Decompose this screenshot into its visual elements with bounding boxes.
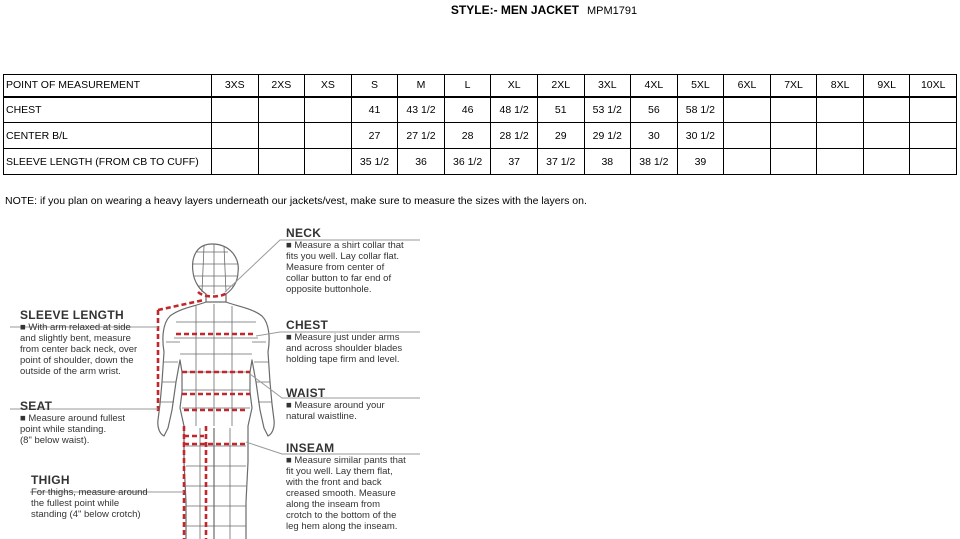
header-size-7xl: 7XL — [770, 75, 817, 97]
size-cell-3xl: 38 — [584, 149, 631, 175]
size-cell-6xl — [724, 149, 771, 175]
header-size-s: S — [351, 75, 398, 97]
size-cell-l: 36 1/2 — [444, 149, 491, 175]
header-size-6xl: 6XL — [724, 75, 771, 97]
size-cell-3xl: 53 1/2 — [584, 97, 631, 123]
header-size-2xs: 2XS — [258, 75, 305, 97]
header-size-3xl: 3XL — [584, 75, 631, 97]
size-cell-3xl: 29 1/2 — [584, 123, 631, 149]
size-cell-2xl: 29 — [537, 123, 584, 149]
row-label: CHEST — [4, 97, 212, 123]
sleeve-length-instructions: ■ With arm relaxed at side and slightly bent, measure from center back neck, over point of shoulder, down the outside of the arm wrist. — [20, 322, 138, 377]
size-cell-4xl: 30 — [631, 123, 678, 149]
size-cell-l: 46 — [444, 97, 491, 123]
style-label: STYLE:- MEN JACKET — [450, 3, 579, 17]
header-size-xs: XS — [305, 75, 352, 97]
header-size-m: M — [398, 75, 445, 97]
header-size-2xl: 2XL — [537, 75, 584, 97]
size-cell-2xs — [258, 149, 305, 175]
waist-guide — [286, 386, 385, 422]
chest-heading: CHEST — [286, 318, 329, 332]
size-cell-m: 43 1/2 — [398, 97, 445, 123]
size-cell-m: 36 — [398, 149, 445, 175]
document-title — [0, 3, 960, 17]
inseam-heading: INSEAM — [286, 441, 335, 455]
neck-heading: NECK — [286, 226, 322, 240]
size-cell-10xl — [910, 123, 957, 149]
measurement-guide — [0, 222, 430, 539]
size-cell-2xl: 51 — [537, 97, 584, 123]
header-size-4xl: 4XL — [631, 75, 678, 97]
style-code: MPM1791 — [586, 5, 638, 17]
sleeve-length-heading: SLEEVE LENGTH — [20, 308, 124, 322]
neck-guide — [286, 226, 404, 295]
size-cell-4xl: 56 — [631, 97, 678, 123]
size-cell-9xl — [863, 149, 910, 175]
size-cell-2xs — [258, 97, 305, 123]
size-cell-5xl: 58 1/2 — [677, 97, 724, 123]
thigh-heading: THIGH — [31, 473, 70, 487]
header-size-8xl: 8XL — [817, 75, 864, 97]
size-cell-5xl: 39 — [677, 149, 724, 175]
layering-note: NOTE: if you plan on wearing a heavy layers underneath our jackets/vest, make sure to measure the sizes with the layers on. — [5, 195, 587, 207]
seat-instructions: ■ Measure around fullest point while standing. (8" below waist). — [20, 413, 126, 446]
waist-instructions: ■ Measure around your natural waistline. — [286, 400, 385, 422]
table-row — [4, 97, 957, 123]
size-cell-8xl — [817, 97, 864, 123]
size-cell-s: 41 — [351, 97, 398, 123]
size-cell-6xl — [724, 97, 771, 123]
size-cell-9xl — [863, 97, 910, 123]
size-cell-2xs — [258, 123, 305, 149]
sleeve-length-guide — [20, 308, 137, 377]
row-label: SLEEVE LENGTH (FROM CB TO CUFF) — [4, 149, 212, 175]
seat-guide — [20, 399, 125, 446]
seat-heading: SEAT — [20, 399, 53, 413]
header-size-5xl: 5XL — [677, 75, 724, 97]
size-cell-8xl — [817, 123, 864, 149]
size-cell-s: 35 1/2 — [351, 149, 398, 175]
neck-instructions: ■ Measure a shirt collar that fits you well. Lay collar flat. Measure from center of collar button to far end of opposite buttonhole. — [286, 240, 404, 295]
size-cell-7xl — [770, 123, 817, 149]
header-size-9xl: 9XL — [863, 75, 910, 97]
size-cell-xs — [305, 123, 352, 149]
header-size-10xl: 10XL — [910, 75, 957, 97]
waist-heading: WAIST — [286, 386, 326, 400]
inseam-instructions: ■ Measure similar pants that fit you well. Lay them flat, with the front and back creased smooth. Measure along the inseam from crotch to the bottom of the leg hem along the inseam. — [286, 455, 406, 532]
size-cell-xs — [305, 97, 352, 123]
size-cell-5xl: 30 1/2 — [677, 123, 724, 149]
table-row — [4, 123, 957, 149]
size-cell-8xl — [817, 149, 864, 175]
header-point-of-measurement: POINT OF MEASUREMENT — [4, 75, 212, 97]
thigh-guide — [31, 473, 148, 520]
size-cell-7xl — [770, 97, 817, 123]
chest-guide — [286, 318, 402, 365]
size-cell-9xl — [863, 123, 910, 149]
size-cell-10xl — [910, 97, 957, 123]
chest-instructions: ■ Measure just under arms and across shoulder blades holding tape firm and level. — [286, 332, 403, 365]
inseam-guide — [286, 441, 406, 532]
size-cell-m: 27 1/2 — [398, 123, 445, 149]
thigh-instructions: For thighs, measure around the fullest point while standing (4" below crotch) — [31, 487, 148, 520]
size-cell-s: 27 — [351, 123, 398, 149]
size-cell-xl: 48 1/2 — [491, 97, 538, 123]
size-cell-2xl: 37 1/2 — [537, 149, 584, 175]
header-size-l: L — [444, 75, 491, 97]
size-cell-3xs — [212, 149, 259, 175]
size-cell-xl: 28 1/2 — [491, 123, 538, 149]
table-header-row — [4, 75, 957, 97]
size-cell-4xl: 38 1/2 — [631, 149, 678, 175]
size-cell-xs — [305, 149, 352, 175]
size-cell-3xs — [212, 97, 259, 123]
size-cell-3xs — [212, 123, 259, 149]
size-cell-6xl — [724, 123, 771, 149]
table-row — [4, 149, 957, 175]
header-size-3xs: 3XS — [212, 75, 259, 97]
size-chart-table — [3, 74, 957, 175]
header-size-xl: XL — [491, 75, 538, 97]
size-cell-l: 28 — [444, 123, 491, 149]
row-label: CENTER B/L — [4, 123, 212, 149]
size-cell-7xl — [770, 149, 817, 175]
size-cell-xl: 37 — [491, 149, 538, 175]
size-cell-10xl — [910, 149, 957, 175]
